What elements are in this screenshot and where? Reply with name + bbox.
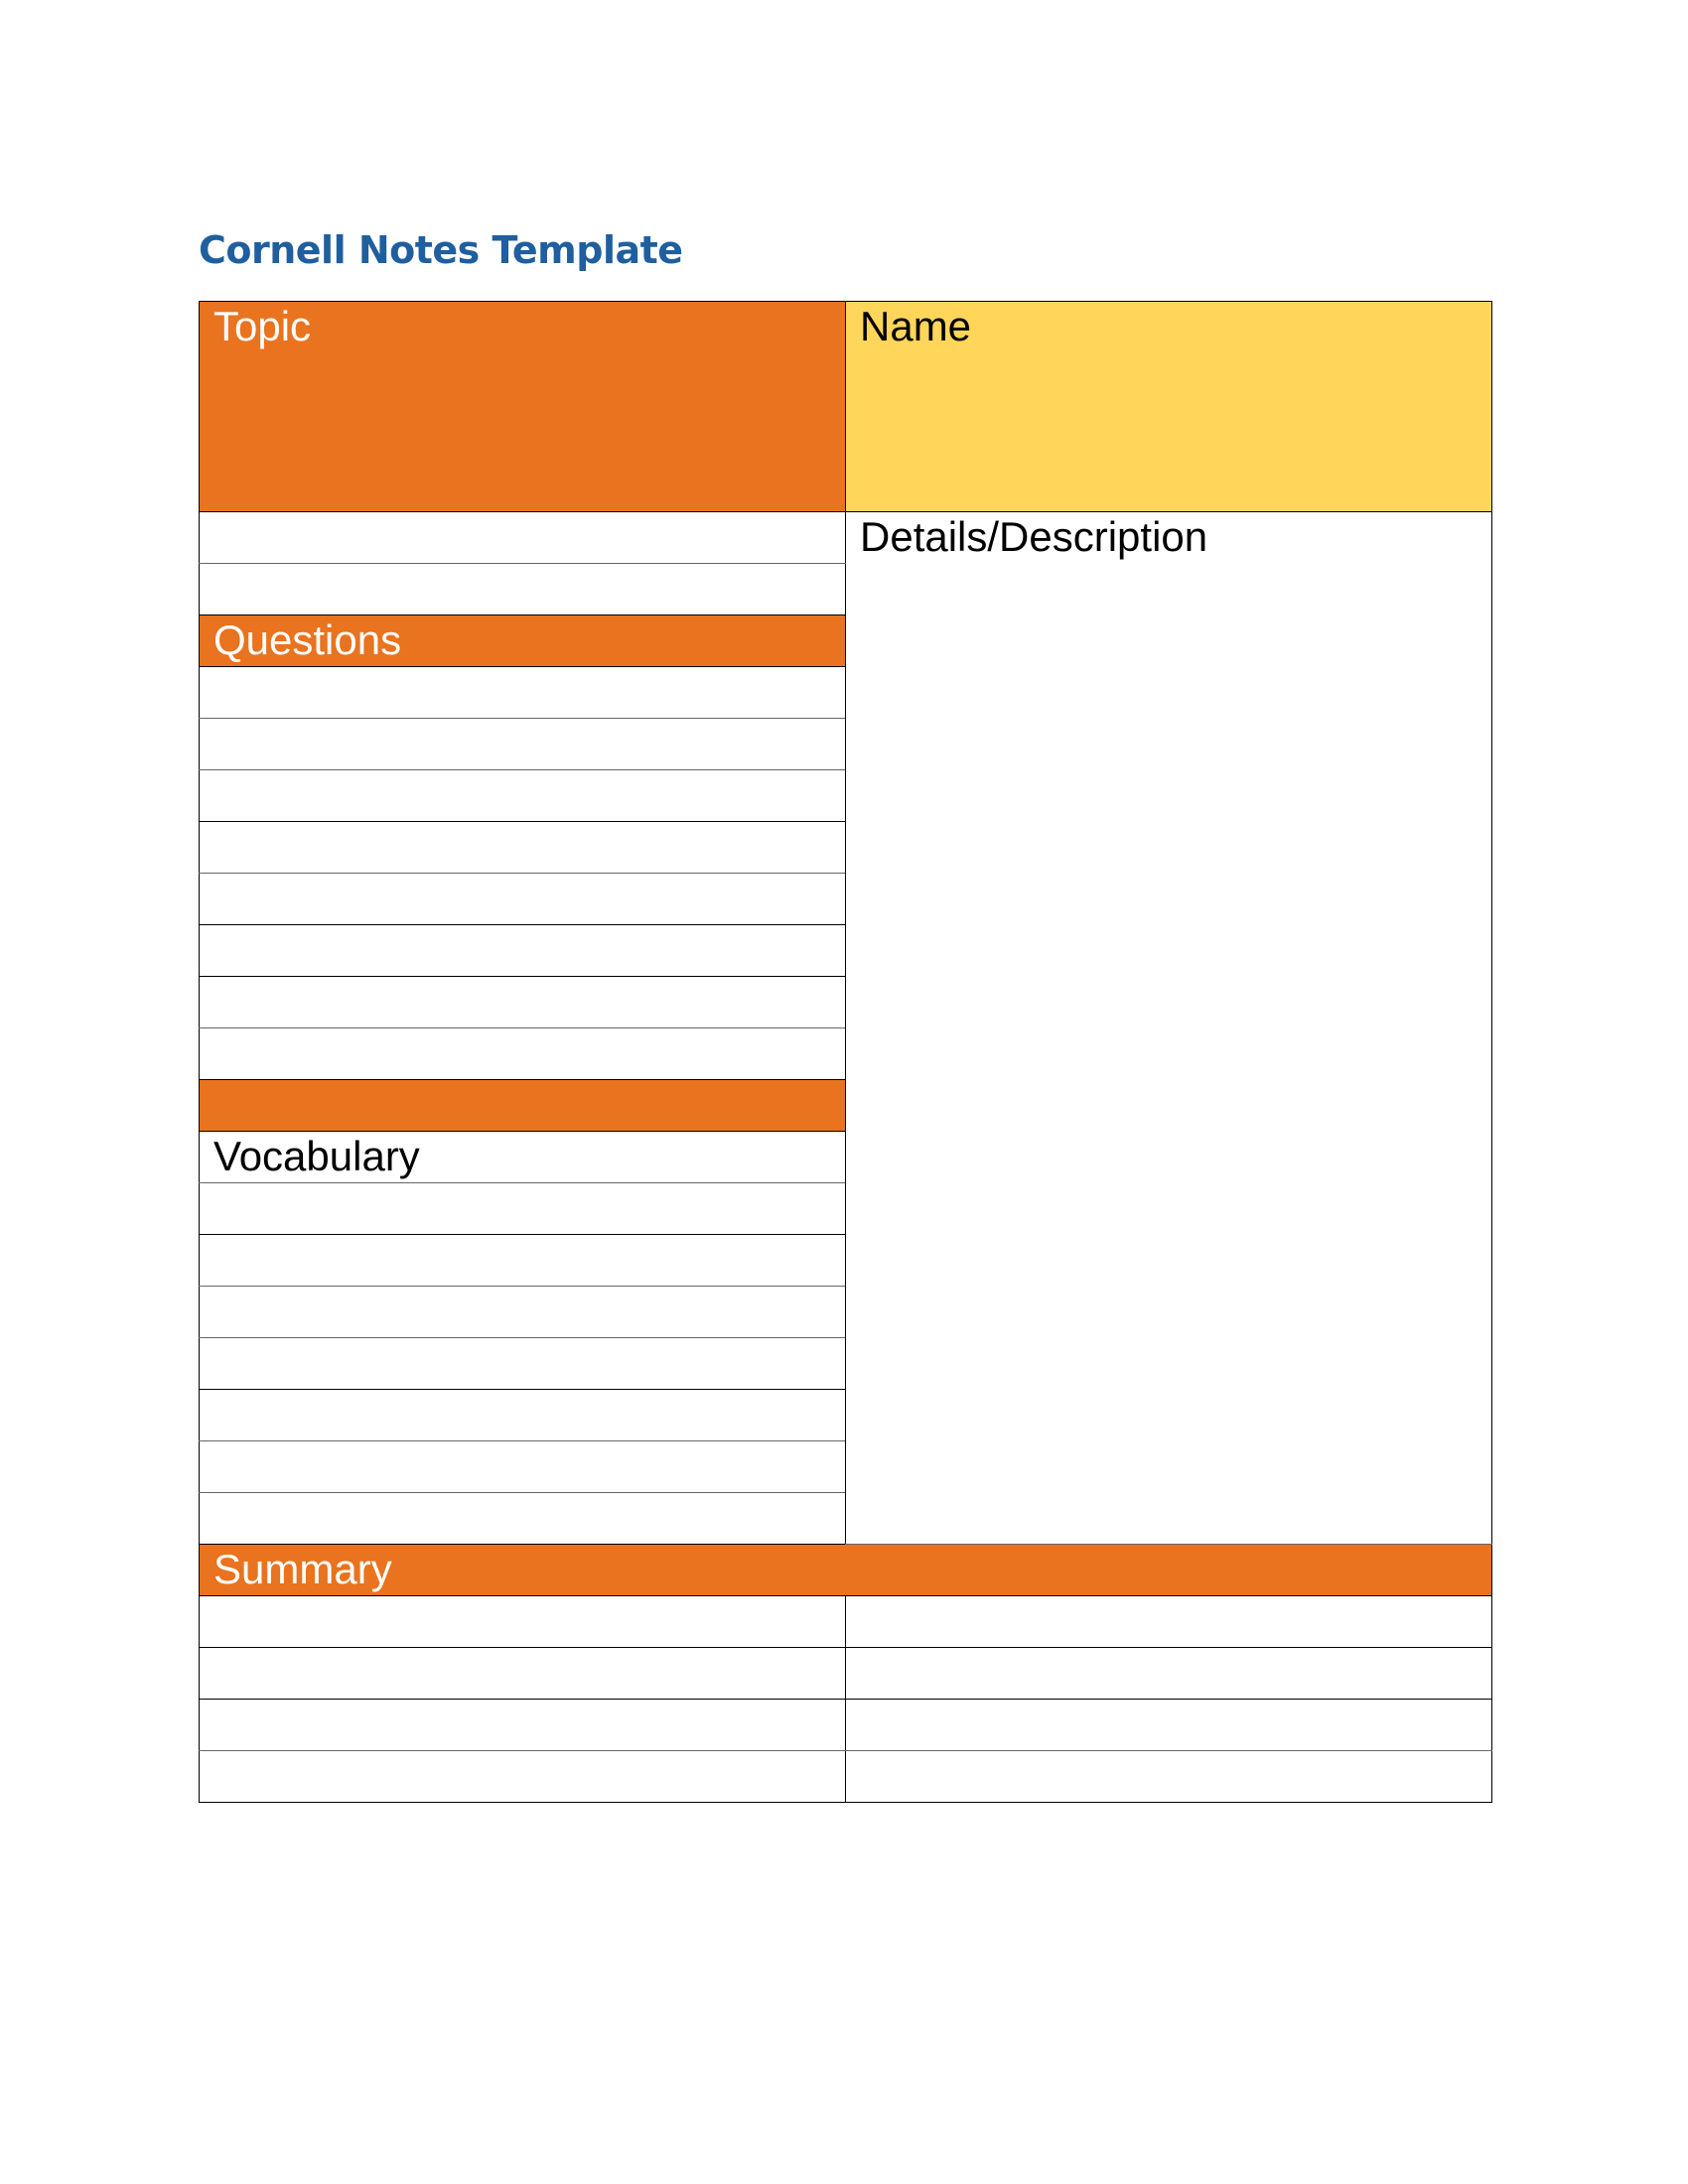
summary-line-left[interactable] bbox=[200, 1751, 846, 1803]
summary-line-left[interactable] bbox=[200, 1596, 846, 1648]
page-title: Cornell Notes Template bbox=[199, 228, 683, 272]
question-line[interactable] bbox=[200, 719, 846, 770]
summary-line-left[interactable] bbox=[200, 1700, 846, 1751]
vocabulary-line[interactable] bbox=[200, 1287, 846, 1338]
cue-line[interactable] bbox=[200, 512, 846, 564]
questions-label: Questions bbox=[213, 616, 402, 663]
topic-cell[interactable] bbox=[200, 302, 846, 512]
vocabulary-line[interactable] bbox=[200, 1390, 846, 1441]
question-line[interactable] bbox=[200, 925, 846, 977]
vocabulary-line[interactable] bbox=[200, 1183, 846, 1235]
vocabulary-line[interactable] bbox=[200, 1338, 846, 1390]
cue-line[interactable] bbox=[200, 564, 846, 615]
question-line[interactable] bbox=[200, 822, 846, 874]
name-label: Name bbox=[860, 303, 972, 349]
name-cell[interactable] bbox=[846, 302, 1492, 512]
topic-label: Topic bbox=[213, 303, 312, 349]
vocabulary-line[interactable] bbox=[200, 1441, 846, 1493]
question-line[interactable] bbox=[200, 977, 846, 1028]
questions-header bbox=[200, 615, 846, 667]
section-divider bbox=[200, 1080, 846, 1132]
summary-line-left[interactable] bbox=[200, 1648, 846, 1700]
vocabulary-label: Vocabulary bbox=[213, 1133, 420, 1179]
vocabulary-line[interactable] bbox=[200, 1493, 846, 1545]
question-line[interactable] bbox=[200, 770, 846, 822]
cornell-notes-table bbox=[199, 301, 1492, 1803]
summary-line-right[interactable] bbox=[846, 1751, 1492, 1803]
question-line[interactable] bbox=[200, 874, 846, 925]
question-line[interactable] bbox=[200, 1028, 846, 1080]
summary-line-right[interactable] bbox=[846, 1700, 1492, 1751]
details-description-label: Details/Description bbox=[860, 513, 1208, 560]
question-line[interactable] bbox=[200, 667, 846, 719]
summary-line-right[interactable] bbox=[846, 1648, 1492, 1700]
summary-line-right[interactable] bbox=[846, 1596, 1492, 1648]
summary-label: Summary bbox=[213, 1546, 392, 1592]
vocabulary-line[interactable] bbox=[200, 1235, 846, 1287]
summary-header bbox=[200, 1545, 1492, 1596]
details-description-area[interactable] bbox=[846, 512, 1492, 1545]
vocabulary-header bbox=[200, 1132, 846, 1183]
